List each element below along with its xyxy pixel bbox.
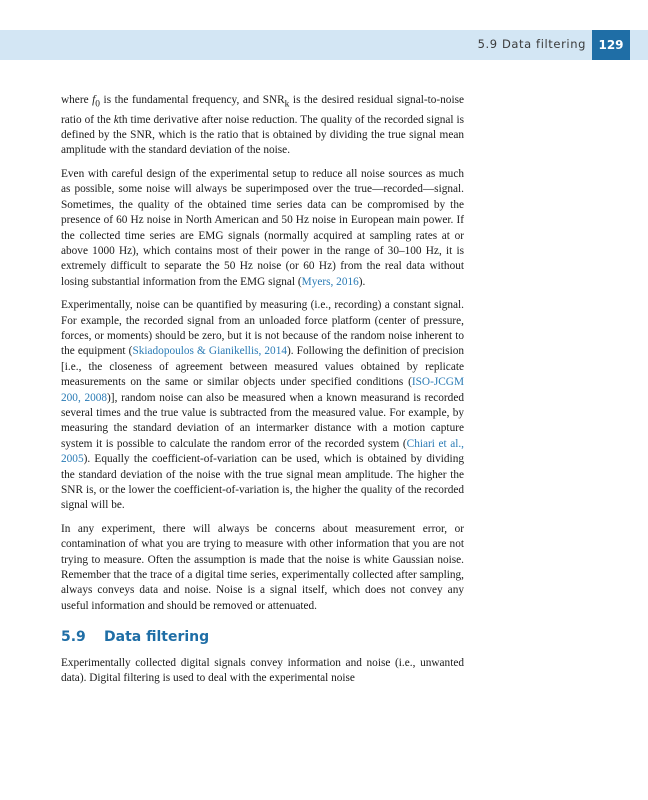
paragraph-2: Even with careful design of the experimental setup to reduce all noise sources as much as possible, some noise will always be superimposed over the true—recorded—signal. Sometimes, the quality of the obtained time series data can be compromised by the presence of 60 Hz noise in North American and 50 Hz noise in European main power. If the collected time series are EMG signals (normally acquired at sampling rates at or above 1000 Hz), which contains most of their power in the range of 30–100 Hz, it is extremely difficult to separate the 50 Hz noise (or 60 Hz) from the real data without losing substantial information from the EMG signal (Myers, 2016). [61,167,464,288]
paragraph-3: Experimentally, noise can be quantified by measuring (i.e., recording) a constant signal. For example, the recorded signal from an unloaded force platform (center of pressure, forces, or moments) should be zero, but it is not because of the random noise inherent to the equipment (Skiadopoulos & Gianikellis, 2014). Following the definition of precision [i.e., the closeness of agreement between measured values obtained by replicate measurements on the same or similar objects under specified conditions (ISO-JCGM 200, 2008)], random noise can also be measured when a known measurand is recorded several times and the true value is subtracted from the measured value. For example, by measuring the standard deviation of an intermarker distance with a motion capture system it is possible to calculate the random error of the recorded system (Chiari et al., 2005). Equally the coefficient-of-variation can be used, which is obtained by dividing the standard deviation of the noise with the true signal mean amplitude. The higher the SNR is, or the lower the coefficient-of-variation is, the higher the quality of the recorded signal will be. [61,299,465,512]
section-heading [61,630,464,645]
citation-link[interactable]: ISO-JCGM 200, 2008 [61,376,464,404]
section-number: 5.9 [61,629,86,646]
paragraph-5: Experimentally collected digital signals convey information and noise (i.e., unwanted data). Digital filtering is used to deal with the experimental noise [61,656,464,685]
citation-link[interactable]: Skiadopoulos & Gianikellis, 2014 [132,345,287,358]
page-number: 129 [592,30,630,60]
paragraph-4: In any experiment, there will always be concerns about measurement error, or contamination of what you are trying to measure with other information that you are not trying to measure. Often the assumption is made that the noise is white Gaussian noise. Remember that the trace of a digital time series, experimentally collected after sampling, always conveys data and noise. Noise is a signal itself, which does not convey any useful information and should be removed or attenuated. [61,522,464,612]
paragraph-1: where $f_0$ is the fundamental frequency, and $SNR_k$ is the desired residual signal-to-noise ratio of the kth time derivative after noise reduction. The quality of the recorded signal is defined by the SNR, which is the ratio that is obtained by dividing the true signal mean amplitude with the standard deviation of the noise. [61,94,465,157]
body-text [61,93,464,694]
citation-link[interactable]: Myers, 2016 [301,275,359,288]
citation-link[interactable]: Chiari et al., 2005 [61,437,465,466]
running-title: 5.9 Data filtering [477,37,586,51]
section-title: Data filtering [104,629,210,646]
